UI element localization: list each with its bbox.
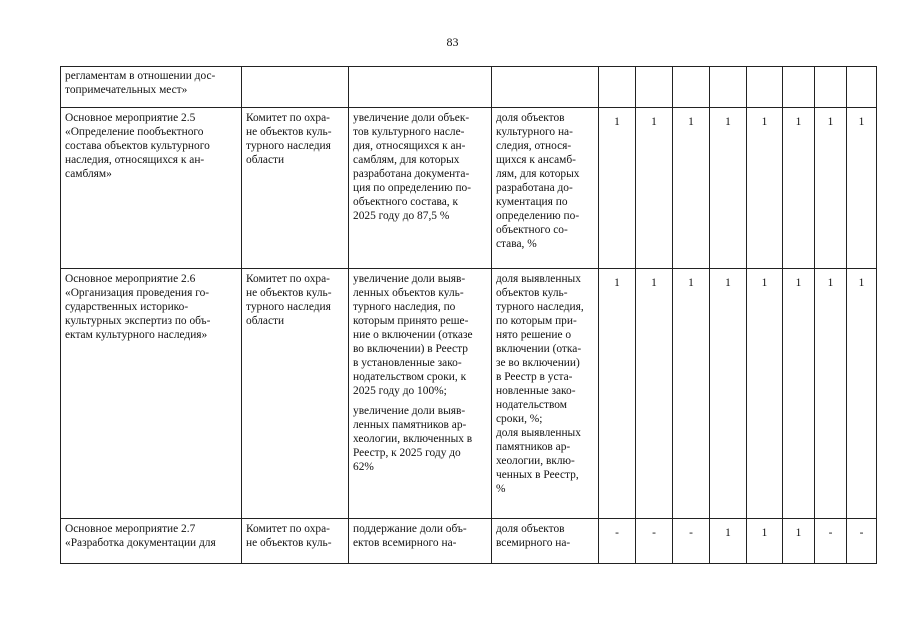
measure-cell (61, 108, 242, 269)
year-value-cell: 1 (673, 108, 710, 269)
cell-line: не объектов куль- (246, 126, 332, 138)
cell-line: ектов всемирного на- (353, 537, 457, 549)
cell-line: объектного состава, к (353, 196, 459, 208)
cell-line: 2025 году до 87,5 % (353, 210, 450, 222)
year-value-cell: 1 (636, 108, 673, 269)
expected-result-cell (349, 108, 492, 269)
expected-result-cell (349, 519, 492, 564)
cell-line: доля выявленных (496, 427, 581, 439)
cell-line: ленных объектов куль- (353, 287, 464, 299)
cell-line: самблям» (65, 168, 112, 180)
cell-line: регламентам в отношении дос- (65, 70, 216, 82)
year-value-cell: 1 (847, 269, 877, 519)
cell-line: «Разработка документации для (65, 537, 216, 549)
cell-line: увеличение доли выяв- (353, 405, 466, 417)
cell-line: увеличение доли выяв- (353, 273, 466, 285)
cell-line: турного наследия, (496, 301, 584, 313)
year-value-cell: 1 (599, 108, 636, 269)
expected-result-cell (349, 269, 492, 519)
indicator-cell (492, 269, 599, 519)
cell-line: следия, относя- (496, 140, 572, 152)
cell-line: в установленные зако- (353, 357, 462, 369)
cell-line: области (246, 154, 285, 166)
cell-line: новленные зако- (496, 385, 576, 397)
cell-line: Комитет по охра- (246, 273, 330, 285)
indicator-cell (492, 67, 599, 108)
cell-line: % (496, 483, 506, 495)
cell-line: Основное мероприятие 2.5 (65, 112, 196, 124)
table-row (61, 269, 877, 519)
year-value-cell: 1 (815, 269, 847, 519)
cell-line: в Реестр в уста- (496, 371, 573, 383)
measure-cell (61, 269, 242, 519)
measure-cell (61, 519, 242, 564)
year-value-cell: 1 (783, 108, 815, 269)
cell-line: Комитет по охра- (246, 523, 330, 535)
year-value-cell: 1 (815, 108, 847, 269)
cell-line: нято решение о (496, 329, 572, 341)
page-number: 83 (446, 35, 459, 49)
cell-line: турного наследия (246, 301, 331, 313)
cell-line: ектам культурного наследия» (65, 329, 208, 341)
year-value-cell: 1 (710, 519, 747, 564)
cell-line: турного наследия (246, 140, 331, 152)
cell-line: разработана документа- (353, 168, 470, 180)
cell-line: топримечательных мест» (65, 84, 188, 96)
cell-line: доля выявленных (496, 273, 581, 285)
year-value-cell: 1 (710, 108, 747, 269)
year-value-cell: 1 (710, 269, 747, 519)
cell-line: кументация по (496, 196, 568, 208)
cell-line: разработана до- (496, 182, 573, 194)
year-value-cell: - (636, 519, 673, 564)
cell-line: Комитет по охра- (246, 112, 330, 124)
cell-line: хеологии, включенных в (353, 433, 473, 445)
executor-cell (242, 108, 349, 269)
cell-line: става, % (496, 238, 537, 250)
executor-cell (242, 67, 349, 108)
year-value-cell (783, 67, 815, 108)
executor-cell (242, 519, 349, 564)
year-value-cell: - (815, 519, 847, 564)
indicator-cell (492, 108, 599, 269)
cell-line: лям, для которых (496, 168, 580, 180)
expected-result-cell (349, 67, 492, 108)
cell-line: ленных памятников ар- (353, 419, 467, 431)
cell-line: по которым при- (496, 315, 577, 327)
cell-line: области (246, 315, 285, 327)
indicator-cell (492, 519, 599, 564)
year-value-cell: 1 (747, 108, 783, 269)
year-value-cell (636, 67, 673, 108)
year-value-cell (847, 67, 877, 108)
cell-line: не объектов куль- (246, 537, 332, 549)
cell-line: Основное мероприятие 2.6 (65, 273, 196, 285)
cell-line: нодательством (496, 399, 567, 411)
cell-line: тов культурного насле- (353, 126, 465, 138)
year-value-cell: 1 (673, 269, 710, 519)
executor-cell (242, 269, 349, 519)
year-value-cell: - (599, 519, 636, 564)
cell-line: турного наследия, по (353, 301, 456, 313)
cell-line: 2025 году до 100%; (353, 385, 447, 397)
year-value-cell (815, 67, 847, 108)
year-value-cell: 1 (847, 108, 877, 269)
cell-line: во включении) в Реестр (353, 343, 468, 355)
cell-line: культурного на- (496, 126, 573, 138)
year-value-cell: - (847, 519, 877, 564)
cell-line: не объектов куль- (246, 287, 332, 299)
year-value-cell: 1 (599, 269, 636, 519)
cell-line: дия, относящихся к ан- (353, 140, 466, 152)
year-value-cell: 1 (783, 269, 815, 519)
year-value-cell: 1 (783, 519, 815, 564)
table-row (61, 67, 877, 108)
year-value-cell (747, 67, 783, 108)
cell-line: нодательством сроки, к (353, 371, 467, 383)
cell-line: хеологии, вклю- (496, 455, 575, 467)
cell-line: объектов куль- (496, 287, 568, 299)
measure-cell (61, 67, 242, 108)
cell-line: «Определение пообъектного (65, 126, 204, 138)
year-value-cell: 1 (636, 269, 673, 519)
program-table (60, 66, 877, 564)
cell-line: сударственных историко- (65, 301, 189, 313)
year-value-cell: 1 (747, 519, 783, 564)
cell-line: ние о включении (отказе (353, 329, 473, 341)
cell-line: 62% (353, 461, 374, 473)
cell-line: культурных экспертиз по объ- (65, 315, 211, 327)
cell-line: наследия, относящихся к ан- (65, 154, 205, 166)
cell-line: самблям, для которых (353, 154, 460, 166)
cell-line: зе во включении) (496, 357, 580, 369)
year-value-cell (710, 67, 747, 108)
cell-line: поддержание доли объ- (353, 523, 467, 535)
cell-line: ченных в Реестр, (496, 469, 579, 481)
cell-line: которым принято реше- (353, 315, 469, 327)
table-row (61, 519, 877, 564)
cell-line: увеличение доли объек- (353, 112, 470, 124)
cell-line: определению по- (496, 210, 580, 222)
cell-line: Реестр, к 2025 году до (353, 447, 461, 459)
cell-line: всемирного на- (496, 537, 571, 549)
cell-line: сроки, %; (496, 413, 543, 425)
cell-line: памятников ар- (496, 441, 571, 453)
cell-line: ция по определению по- (353, 182, 472, 194)
table-row (61, 108, 877, 269)
cell-line: состава объектов культурного (65, 140, 210, 152)
cell-line: доля объектов (496, 523, 565, 535)
cell-line: объектного со- (496, 224, 568, 236)
cell-line: щихся к ансамб- (496, 154, 576, 166)
cell-line: «Организация проведения го- (65, 287, 210, 299)
cell-line: включении (отка- (496, 343, 582, 355)
cell-line: Основное мероприятие 2.7 (65, 523, 196, 535)
year-value-cell (599, 67, 636, 108)
year-value-cell: 1 (747, 269, 783, 519)
year-value-cell (673, 67, 710, 108)
cell-line: доля объектов (496, 112, 565, 124)
year-value-cell: - (673, 519, 710, 564)
